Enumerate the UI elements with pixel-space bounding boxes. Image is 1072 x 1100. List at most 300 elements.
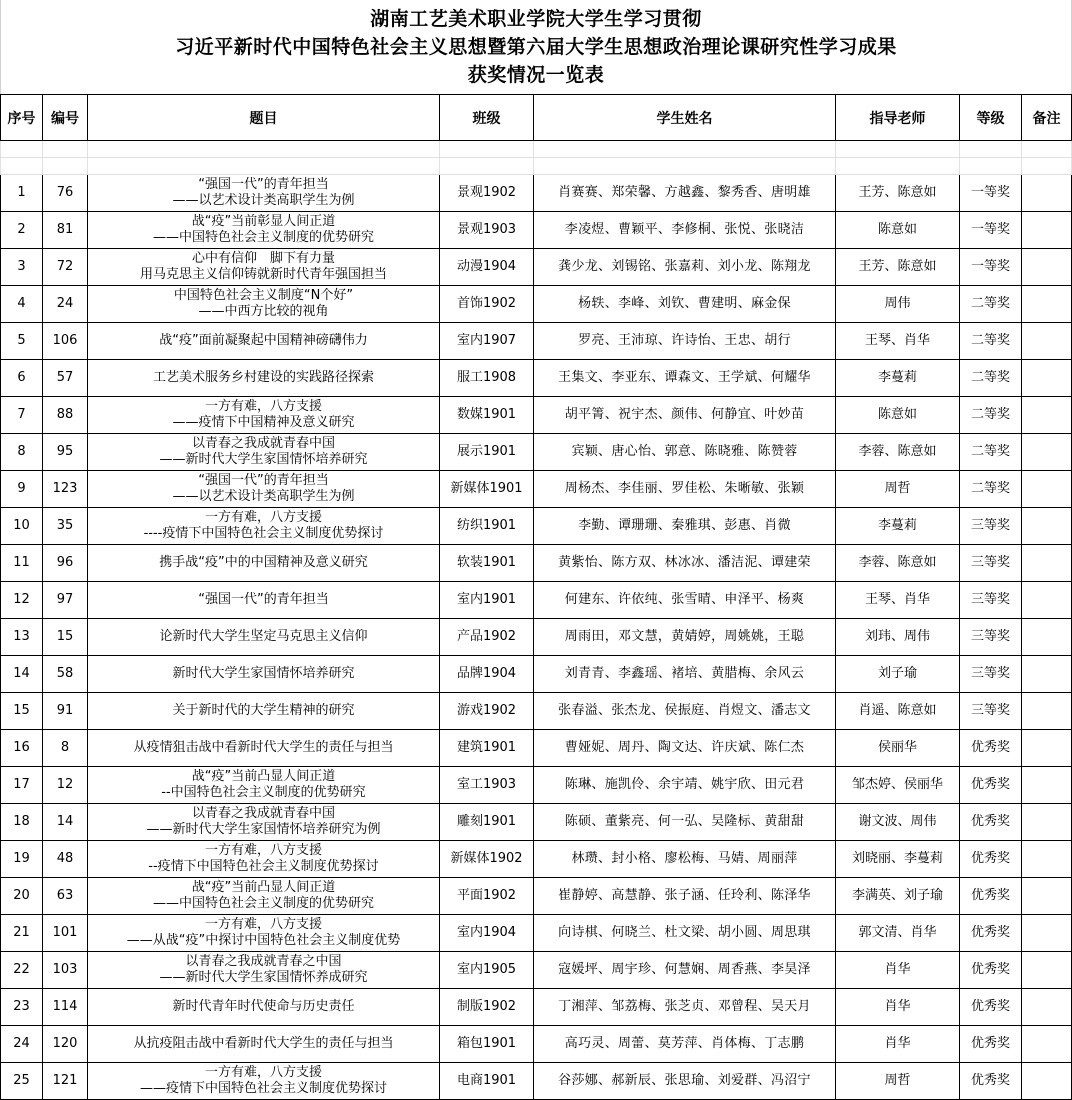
- cell-class[interactable]: 动漫1904: [440, 249, 534, 286]
- title-main: 一方有难，八方支援: [204, 510, 322, 525]
- cell-note[interactable]: [1022, 286, 1072, 323]
- title-main: 一方有难，八方支援: [204, 917, 322, 932]
- cell-note[interactable]: [1022, 1026, 1072, 1063]
- cell-teacher[interactable]: 李蓉、陈意如: [836, 545, 960, 582]
- cell-students[interactable]: 周雨田，邓文慧，黄婧婷，周姚姚，王聪: [534, 619, 836, 656]
- cell-teacher[interactable]: 陈意如: [836, 397, 960, 434]
- cell-title[interactable]: [88, 841, 440, 878]
- cell-note[interactable]: [1022, 1063, 1072, 1100]
- cell-seq[interactable]: 8: [1, 434, 43, 471]
- cell-title[interactable]: [88, 397, 440, 434]
- header-seq[interactable]: 序号: [1, 95, 43, 141]
- cell-title[interactable]: [88, 286, 440, 323]
- cell-class[interactable]: 建筑1901: [440, 730, 534, 767]
- cell-grade[interactable]: 优秀奖: [960, 952, 1022, 989]
- cell-teacher[interactable]: 周伟: [836, 286, 960, 323]
- title-main: 携手战“疫”中的中国精神及意义研究: [159, 555, 368, 570]
- cell-id[interactable]: 72: [43, 249, 88, 286]
- cell-grade[interactable]: 三等奖: [960, 508, 1022, 545]
- cell-title[interactable]: [88, 693, 440, 730]
- cell-teacher[interactable]: 李蓉、陈意如: [836, 434, 960, 471]
- cell-grade[interactable]: 二等奖: [960, 360, 1022, 397]
- title-main: 从疫情狙击战中看新时代大学生的责任与担当: [133, 740, 394, 755]
- cell-seq[interactable]: 6: [1, 360, 43, 397]
- table-row: [1, 175, 1072, 212]
- cell-title[interactable]: [88, 878, 440, 915]
- empty-cell[interactable]: [88, 158, 440, 175]
- cell-seq[interactable]: 9: [1, 471, 43, 508]
- title-sub: ——疫情下中国特色社会主义制度优势探讨: [139, 1081, 387, 1096]
- title-main: 一方有难，八方支援: [204, 843, 322, 858]
- cell-id[interactable]: 15: [43, 619, 88, 656]
- cell-grade[interactable]: 二等奖: [960, 323, 1022, 360]
- cell-title[interactable]: [88, 1026, 440, 1063]
- cell-students[interactable]: 黄紫怡、陈方双、林冰冰、潘洁泥、谭建荣: [534, 545, 836, 582]
- table-row: [1, 286, 1072, 323]
- title-main: “强国一代”的青年担当: [198, 473, 329, 488]
- cell-class[interactable]: 箱包1901: [440, 1026, 534, 1063]
- header-title[interactable]: 题目: [88, 95, 440, 141]
- cell-seq[interactable]: 25: [1, 1063, 43, 1100]
- table-row: [1, 397, 1072, 434]
- cell-students[interactable]: 丁湘萍、邹荔梅、张芝贞、邓曾程、吴天月: [534, 989, 836, 1026]
- cell-grade[interactable]: 二等奖: [960, 286, 1022, 323]
- cell-seq[interactable]: 12: [1, 582, 43, 619]
- empty-cell[interactable]: [43, 158, 88, 175]
- cell-teacher[interactable]: 邹杰婷、侯丽华: [836, 767, 960, 804]
- table-row: [1, 915, 1072, 952]
- cell-note[interactable]: [1022, 249, 1072, 286]
- cell-note[interactable]: [1022, 915, 1072, 952]
- title-main: “强国一代”的青年担当: [198, 592, 329, 607]
- cell-title[interactable]: [88, 434, 440, 471]
- title-line-2: 习近平新时代中国特色社会主义思想暨第六届大学生思想政治理论课研究性学习成果: [175, 36, 897, 58]
- cell-id[interactable]: 120: [43, 1026, 88, 1063]
- cell-id[interactable]: 97: [43, 582, 88, 619]
- table-row: [1, 249, 1072, 286]
- empty-cell[interactable]: [1, 158, 43, 175]
- cell-grade[interactable]: 二等奖: [960, 397, 1022, 434]
- cell-teacher[interactable]: 王芳、陈意如: [836, 175, 960, 212]
- cell-note[interactable]: [1022, 804, 1072, 841]
- cell-teacher[interactable]: 刘玮、周伟: [836, 619, 960, 656]
- header-row: [1, 95, 1072, 141]
- cell-class[interactable]: 数媒1901: [440, 397, 534, 434]
- cell-students[interactable]: 刘青青、李鑫瑶、褚培、黄腊梅、余风云: [534, 656, 836, 693]
- title-sub: ——疫情下中国精神及意义研究: [172, 415, 355, 430]
- spacer-row: [1, 158, 1072, 175]
- cell-id[interactable]: 24: [43, 286, 88, 323]
- title-main: 以青春之我成就青春中国: [191, 806, 335, 821]
- header-note[interactable]: 备注: [1022, 95, 1072, 141]
- cell-grade[interactable]: 优秀奖: [960, 804, 1022, 841]
- cell-id[interactable]: 8: [43, 730, 88, 767]
- title-sub: --中国特色社会主义制度的优势研究: [161, 785, 366, 800]
- cell-note[interactable]: [1022, 767, 1072, 804]
- title-sub: ——中国特色社会主义制度的优势研究: [152, 230, 374, 245]
- table-row: [1, 693, 1072, 730]
- cell-class[interactable]: 游戏1902: [440, 693, 534, 730]
- cell-note[interactable]: [1022, 619, 1072, 656]
- empty-cell[interactable]: [534, 158, 836, 175]
- cell-note[interactable]: [1022, 175, 1072, 212]
- table-row: [1, 360, 1072, 397]
- cell-grade[interactable]: 三等奖: [960, 582, 1022, 619]
- empty-cell[interactable]: [960, 141, 1022, 158]
- title-sub: --疫情下中国特色社会主义制度优势探讨: [148, 859, 379, 874]
- cell-title[interactable]: [88, 545, 440, 582]
- table-row: [1, 767, 1072, 804]
- cell-id[interactable]: 58: [43, 656, 88, 693]
- table-row: [1, 212, 1072, 249]
- cell-title[interactable]: [88, 804, 440, 841]
- cell-note[interactable]: [1022, 397, 1072, 434]
- cell-note[interactable]: [1022, 212, 1072, 249]
- title-main: “强国一代”的青年担当: [198, 177, 329, 192]
- cell-seq[interactable]: 1: [1, 175, 43, 212]
- cell-title[interactable]: [88, 952, 440, 989]
- cell-students[interactable]: 崔静婷、高慧静、张子涵、任玲利、陈泽华: [534, 878, 836, 915]
- cell-grade[interactable]: 优秀奖: [960, 767, 1022, 804]
- cell-title[interactable]: [88, 508, 440, 545]
- title-sub: 用马克思主义信仰铸就新时代青年强国担当: [139, 267, 387, 282]
- cell-note[interactable]: [1022, 730, 1072, 767]
- cell-id[interactable]: 88: [43, 397, 88, 434]
- cell-class[interactable]: 平面1902: [440, 878, 534, 915]
- cell-title[interactable]: [88, 249, 440, 286]
- cell-seq[interactable]: 19: [1, 841, 43, 878]
- cell-note[interactable]: [1022, 360, 1072, 397]
- cell-title[interactable]: [88, 915, 440, 952]
- cell-id[interactable]: 114: [43, 989, 88, 1026]
- cell-id[interactable]: 96: [43, 545, 88, 582]
- cell-students[interactable]: 张春溢、张杰龙、侯振庭、肖煜文、潘志文: [534, 693, 836, 730]
- cell-seq[interactable]: 7: [1, 397, 43, 434]
- cell-teacher[interactable]: 陈意如: [836, 212, 960, 249]
- cell-teacher[interactable]: 李满英、刘子瑜: [836, 878, 960, 915]
- cell-teacher[interactable]: 周哲: [836, 1063, 960, 1100]
- cell-teacher[interactable]: 谢文波、周伟: [836, 804, 960, 841]
- cell-grade[interactable]: 三等奖: [960, 656, 1022, 693]
- cell-grade[interactable]: 三等奖: [960, 619, 1022, 656]
- title-line-3: 获奖情况一览表: [467, 64, 605, 86]
- table-row: [1, 1026, 1072, 1063]
- cell-id[interactable]: 121: [43, 1063, 88, 1100]
- empty-cell[interactable]: [1, 141, 43, 158]
- cell-teacher[interactable]: 王琴、肖华: [836, 323, 960, 360]
- title-sub: ——新时代大学生家国情怀培养研究为例: [146, 822, 381, 837]
- table-row: [1, 878, 1072, 915]
- header-teacher[interactable]: 指导老师: [836, 95, 960, 141]
- title-sub: ——新时代大学生家国情怀培养研究: [159, 452, 368, 467]
- cell-seq[interactable]: 11: [1, 545, 43, 582]
- cell-seq[interactable]: 24: [1, 1026, 43, 1063]
- cell-students[interactable]: 肖赛赛、郑荣馨、方越鑫、黎秀香、唐明雄: [534, 175, 836, 212]
- cell-students[interactable]: 何建东、许依纯、张雪晴、申泽平、杨爽: [534, 582, 836, 619]
- cell-class[interactable]: 雕刻1901: [440, 804, 534, 841]
- table-row: [1, 841, 1072, 878]
- sheet-title: [0, 0, 1072, 94]
- cell-note[interactable]: [1022, 841, 1072, 878]
- table-header: [1, 95, 1072, 141]
- cell-title[interactable]: [88, 730, 440, 767]
- title-main: 新时代大学生家国情怀培养研究: [172, 666, 355, 681]
- cell-title[interactable]: [88, 471, 440, 508]
- header-class[interactable]: 班级: [440, 95, 534, 141]
- cell-class[interactable]: 室工1903: [440, 767, 534, 804]
- empty-cell[interactable]: [960, 158, 1022, 175]
- cell-seq[interactable]: 23: [1, 989, 43, 1026]
- cell-id[interactable]: 12: [43, 767, 88, 804]
- title-main: 工艺美术服务乡村建设的实践路径探索: [152, 370, 374, 385]
- empty-cell[interactable]: [43, 141, 88, 158]
- empty-cell[interactable]: [440, 158, 534, 175]
- cell-class[interactable]: 品牌1904: [440, 656, 534, 693]
- cell-students[interactable]: 寇媛坪、周宇珍、何慧娴、周香燕、李昊泽: [534, 952, 836, 989]
- title-main: 中国特色社会主义制度“N个好”: [173, 288, 354, 303]
- cell-note[interactable]: [1022, 989, 1072, 1026]
- cell-class[interactable]: 产品1902: [440, 619, 534, 656]
- cell-id[interactable]: 76: [43, 175, 88, 212]
- empty-cell[interactable]: [1022, 141, 1072, 158]
- title-main: 关于新时代的大学生精神的研究: [172, 703, 355, 718]
- table-row: [1, 730, 1072, 767]
- table-body: [1, 175, 1072, 1100]
- title-sub: ——中国特色社会主义制度的优势研究: [152, 896, 374, 911]
- spacer-row: [1, 141, 1072, 158]
- cell-students[interactable]: 陈琳、施凯伶、余宇靖、姚宇欣、田元君: [534, 767, 836, 804]
- cell-id[interactable]: 106: [43, 323, 88, 360]
- cell-grade[interactable]: 一等奖: [960, 249, 1022, 286]
- cell-title[interactable]: [88, 619, 440, 656]
- table-row: [1, 619, 1072, 656]
- cell-note[interactable]: [1022, 952, 1072, 989]
- title-sub: ----疫情下中国特色社会主义制度优势探讨: [143, 526, 384, 541]
- cell-seq[interactable]: 21: [1, 915, 43, 952]
- cell-students[interactable]: 宾颖、唐心怡、郭意、陈晓雅、陈赞蓉: [534, 434, 836, 471]
- table-row: [1, 952, 1072, 989]
- cell-class[interactable]: 首饰1902: [440, 286, 534, 323]
- cell-id[interactable]: 123: [43, 471, 88, 508]
- cell-grade[interactable]: 一等奖: [960, 212, 1022, 249]
- cell-seq[interactable]: 15: [1, 693, 43, 730]
- table-row: [1, 471, 1072, 508]
- header-id[interactable]: 编号: [43, 95, 88, 141]
- title-sub: ——以艺术设计类高职学生为例: [172, 193, 355, 208]
- cell-title[interactable]: [88, 989, 440, 1026]
- cell-teacher[interactable]: 肖华: [836, 1026, 960, 1063]
- cell-id[interactable]: 103: [43, 952, 88, 989]
- cell-note[interactable]: [1022, 508, 1072, 545]
- cell-students[interactable]: 向诗棋、何晓兰、杜文梁、胡小圆、周思琪: [534, 915, 836, 952]
- empty-cell[interactable]: [88, 141, 440, 158]
- cell-seq[interactable]: 13: [1, 619, 43, 656]
- cell-students[interactable]: 曹娅妮、周丹、陶文达、许庆斌、陈仁杰: [534, 730, 836, 767]
- cell-note[interactable]: [1022, 434, 1072, 471]
- cell-id[interactable]: 81: [43, 212, 88, 249]
- cell-grade[interactable]: 二等奖: [960, 471, 1022, 508]
- cell-seq[interactable]: 16: [1, 730, 43, 767]
- cell-seq[interactable]: 20: [1, 878, 43, 915]
- cell-class[interactable]: 服工1908: [440, 360, 534, 397]
- table-row: [1, 582, 1072, 619]
- cell-title[interactable]: [88, 212, 440, 249]
- title-main: 新时代青年时代使命与历史责任: [172, 999, 355, 1014]
- cell-class[interactable]: 制版1902: [440, 989, 534, 1026]
- cell-title[interactable]: [88, 323, 440, 360]
- cell-grade[interactable]: 优秀奖: [960, 841, 1022, 878]
- table-row: [1, 989, 1072, 1026]
- cell-class[interactable]: 纺织1901: [440, 508, 534, 545]
- cell-students[interactable]: 周杨杰、李佳丽、罗佳松、朱晰敏、张颖: [534, 471, 836, 508]
- cell-grade[interactable]: 优秀奖: [960, 730, 1022, 767]
- cell-seq[interactable]: 22: [1, 952, 43, 989]
- table-row: [1, 804, 1072, 841]
- cell-teacher[interactable]: 李蔓莉: [836, 508, 960, 545]
- title-main: 一方有难，八方支援: [204, 399, 322, 414]
- title-main: 战“疫”当前彰显人间正道: [191, 214, 336, 229]
- cell-id[interactable]: 95: [43, 434, 88, 471]
- cell-grade[interactable]: 三等奖: [960, 545, 1022, 582]
- cell-grade[interactable]: 三等奖: [960, 693, 1022, 730]
- cell-teacher[interactable]: 李蔓莉: [836, 360, 960, 397]
- cell-grade[interactable]: 优秀奖: [960, 989, 1022, 1026]
- cell-note[interactable]: [1022, 878, 1072, 915]
- cell-title[interactable]: [88, 1063, 440, 1100]
- cell-note[interactable]: [1022, 656, 1072, 693]
- title-line-1: 湖南工艺美术职业学院大学生学习贯彻: [370, 8, 702, 30]
- cell-note[interactable]: [1022, 471, 1072, 508]
- cell-id[interactable]: 48: [43, 841, 88, 878]
- cell-class[interactable]: 室内1907: [440, 323, 534, 360]
- empty-cell[interactable]: [1022, 158, 1072, 175]
- table-row: [1, 1063, 1072, 1100]
- cell-students[interactable]: 李凌煜、曹颖平、李修桐、张悦、张晓洁: [534, 212, 836, 249]
- cell-id[interactable]: 63: [43, 878, 88, 915]
- cell-teacher[interactable]: 肖华: [836, 952, 960, 989]
- title-sub: ——从战“疫”中探讨中国特色社会主义制度优势: [126, 933, 401, 948]
- cell-students[interactable]: 杨轶、李峰、刘钦、曹建明、麻金保: [534, 286, 836, 323]
- empty-cell[interactable]: [440, 141, 534, 158]
- cell-students[interactable]: 李勤、谭珊珊、秦雅琪、彭惠、肖微: [534, 508, 836, 545]
- cell-teacher[interactable]: 刘晓丽、李蔓莉: [836, 841, 960, 878]
- cell-class[interactable]: 展示1901: [440, 434, 534, 471]
- title-main: 心中有信仰 脚下有力量: [191, 251, 335, 266]
- title-sub: ——以艺术设计类高职学生为例: [172, 489, 355, 504]
- cell-students[interactable]: 高巧灵、周蕾、莫芳萍、肖体梅、丁志鹏: [534, 1026, 836, 1063]
- cell-students[interactable]: 龚少龙、刘锡铭、张嘉莉、刘小龙、陈翔龙: [534, 249, 836, 286]
- title-main: 一方有难，八方支援: [204, 1065, 322, 1080]
- header-students[interactable]: 学生姓名: [534, 95, 836, 141]
- empty-cell[interactable]: [534, 141, 836, 158]
- empty-cell[interactable]: [836, 158, 960, 175]
- cell-teacher[interactable]: 肖华: [836, 989, 960, 1026]
- cell-grade[interactable]: 优秀奖: [960, 878, 1022, 915]
- cell-class[interactable]: 室内1901: [440, 582, 534, 619]
- cell-seq[interactable]: 5: [1, 323, 43, 360]
- table-row: [1, 656, 1072, 693]
- cell-class[interactable]: 景观1903: [440, 212, 534, 249]
- cell-students[interactable]: 谷莎娜、郝新辰、张思瑜、刘爱群、冯沼宁: [534, 1063, 836, 1100]
- cell-class[interactable]: 景观1902: [440, 175, 534, 212]
- cell-id[interactable]: 101: [43, 915, 88, 952]
- cell-grade[interactable]: 优秀奖: [960, 915, 1022, 952]
- cell-class[interactable]: 新媒体1902: [440, 841, 534, 878]
- title-main: 以青春之我成就青春之中国: [185, 954, 342, 969]
- title-main: 战“疫”当前凸显人间正道: [191, 880, 336, 895]
- cell-teacher[interactable]: 王琴、肖华: [836, 582, 960, 619]
- cell-teacher[interactable]: 王芳、陈意如: [836, 249, 960, 286]
- cell-students[interactable]: 胡平箐、祝宇杰、颜伟、何静宜、叶妙苗: [534, 397, 836, 434]
- cell-title[interactable]: [88, 767, 440, 804]
- cell-seq[interactable]: 18: [1, 804, 43, 841]
- cell-teacher[interactable]: 肖遥、陈意如: [836, 693, 960, 730]
- cell-title[interactable]: [88, 360, 440, 397]
- title-main: 以青春之我成就青春中国: [191, 436, 335, 451]
- cell-class[interactable]: 新媒体1901: [440, 471, 534, 508]
- title-sub: ——新时代大学生家国情怀养成研究: [159, 970, 368, 985]
- table-row: [1, 323, 1072, 360]
- cell-grade[interactable]: 优秀奖: [960, 1026, 1022, 1063]
- cell-class[interactable]: 室内1904: [440, 915, 534, 952]
- cell-class[interactable]: 电商1901: [440, 1063, 534, 1100]
- cell-seq[interactable]: 10: [1, 508, 43, 545]
- cell-teacher[interactable]: 郭文清、肖华: [836, 915, 960, 952]
- cell-id[interactable]: 91: [43, 693, 88, 730]
- cell-note[interactable]: [1022, 545, 1072, 582]
- table-row: [1, 545, 1072, 582]
- title-sub: ——中西方比较的视角: [198, 304, 329, 319]
- cell-title[interactable]: [88, 175, 440, 212]
- cell-seq[interactable]: 14: [1, 656, 43, 693]
- cell-note[interactable]: [1022, 323, 1072, 360]
- title-main: 战“疫”当前凸显人间正道: [191, 769, 336, 784]
- cell-id[interactable]: 35: [43, 508, 88, 545]
- cell-teacher[interactable]: 周哲: [836, 471, 960, 508]
- cell-students[interactable]: 林瓒、封小格、廖松梅、马婧、周丽萍: [534, 841, 836, 878]
- cell-id[interactable]: 57: [43, 360, 88, 397]
- cell-seq[interactable]: 4: [1, 286, 43, 323]
- cell-note[interactable]: [1022, 582, 1072, 619]
- cell-students[interactable]: 陈硕、董紫亮、何一弘、吴隆标、黄甜甜: [534, 804, 836, 841]
- cell-grade[interactable]: 一等奖: [960, 175, 1022, 212]
- header-grade[interactable]: 等级: [960, 95, 1022, 141]
- title-main: 论新时代大学生坚定马克思主义信仰: [159, 629, 368, 644]
- cell-teacher[interactable]: 侯丽华: [836, 730, 960, 767]
- cell-grade[interactable]: 优秀奖: [960, 1063, 1022, 1100]
- title-main: 从抗疫阻击战中看新时代大学生的责任与担当: [133, 1036, 394, 1051]
- spacer-rows: [1, 141, 1072, 175]
- table-row: [1, 434, 1072, 471]
- cell-seq[interactable]: 17: [1, 767, 43, 804]
- title-main: 战“疫”面前凝聚起中国精神磅礴伟力: [159, 333, 368, 348]
- table-row: [1, 508, 1072, 545]
- cell-seq[interactable]: 3: [1, 249, 43, 286]
- cell-id[interactable]: 14: [43, 804, 88, 841]
- cell-students[interactable]: 王集文、李亚东、谭森文、王学斌、何耀华: [534, 360, 836, 397]
- cell-class[interactable]: 软装1901: [440, 545, 534, 582]
- cell-note[interactable]: [1022, 693, 1072, 730]
- cell-seq[interactable]: 2: [1, 212, 43, 249]
- award-table: [0, 94, 1072, 1100]
- cell-class[interactable]: 室内1905: [440, 952, 534, 989]
- empty-cell[interactable]: [836, 141, 960, 158]
- cell-title[interactable]: [88, 656, 440, 693]
- cell-teacher[interactable]: 刘子瑜: [836, 656, 960, 693]
- cell-title[interactable]: [88, 582, 440, 619]
- cell-students[interactable]: 罗亮、王沛琼、许诗怡、王忠、胡行: [534, 323, 836, 360]
- cell-grade[interactable]: 二等奖: [960, 434, 1022, 471]
